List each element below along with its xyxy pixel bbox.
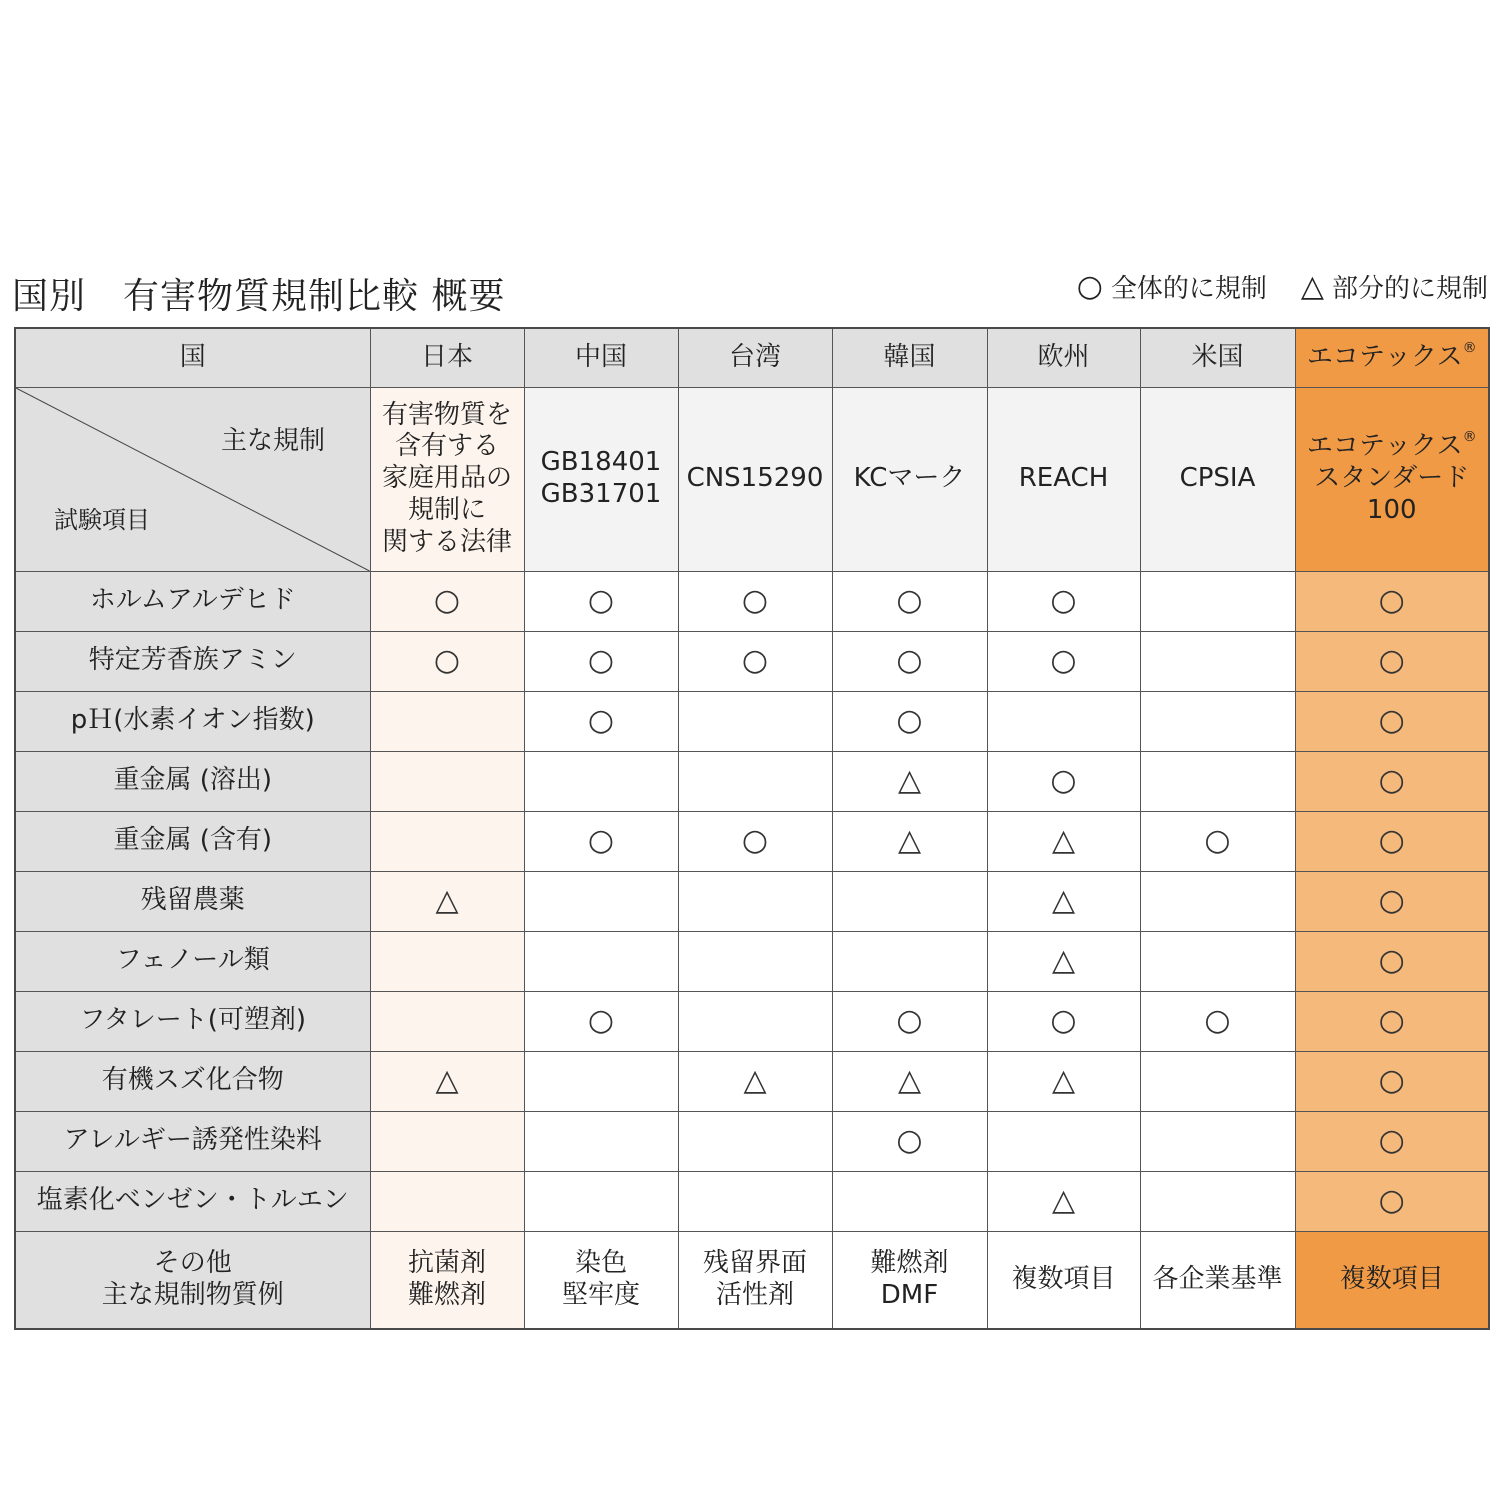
table-row bbox=[15, 1171, 1489, 1231]
circle-icon: ○ bbox=[896, 702, 923, 738]
cell-oekotex bbox=[1295, 931, 1489, 991]
cell-japan bbox=[370, 931, 524, 991]
cell-korea bbox=[832, 571, 987, 631]
cell-europe bbox=[987, 1111, 1140, 1171]
cell-korea bbox=[832, 1111, 987, 1171]
cell-japan bbox=[370, 991, 524, 1051]
cell-usa bbox=[1140, 811, 1295, 871]
cell-china bbox=[524, 571, 678, 631]
triangle-icon: △ bbox=[1051, 882, 1076, 918]
regulation-row bbox=[15, 387, 1489, 571]
table-row bbox=[15, 931, 1489, 991]
cell-taiwan bbox=[678, 991, 832, 1051]
cell-japan bbox=[370, 691, 524, 751]
cell-usa bbox=[1140, 871, 1295, 931]
triangle-icon: △ bbox=[1051, 822, 1076, 858]
table-row bbox=[15, 811, 1489, 871]
circle-icon: ○ bbox=[587, 642, 615, 678]
legend-item-partial bbox=[1301, 268, 1488, 305]
cell-taiwan bbox=[678, 1171, 832, 1231]
header-oekotex bbox=[1295, 328, 1489, 387]
circle-icon: ○ bbox=[1050, 1002, 1077, 1038]
cell-taiwan bbox=[678, 1111, 832, 1171]
test-item-label: 残留農薬 bbox=[15, 871, 370, 931]
cell-korea bbox=[832, 691, 987, 751]
table-row bbox=[15, 631, 1489, 691]
circle-icon: ○ bbox=[587, 1002, 615, 1038]
legend-label-partial: 部分的に規制 bbox=[1331, 274, 1488, 304]
cell-oekotex bbox=[1295, 811, 1489, 871]
cell-china bbox=[524, 1111, 678, 1171]
circle-icon: ○ bbox=[433, 582, 461, 618]
circle-icon: ○ bbox=[1204, 1002, 1231, 1038]
cell-europe bbox=[987, 811, 1140, 871]
cell-usa bbox=[1140, 631, 1295, 691]
cell-oekotex bbox=[1295, 691, 1489, 751]
header-corner: 国 bbox=[15, 328, 370, 387]
legend-label-full: 全体的に規制 bbox=[1110, 274, 1267, 304]
cell-usa bbox=[1140, 931, 1295, 991]
cell-korea bbox=[832, 1171, 987, 1231]
circle-icon: ○ bbox=[587, 582, 615, 618]
cell-europe bbox=[987, 871, 1140, 931]
circle-icon: ○ bbox=[1076, 269, 1103, 304]
header-row bbox=[15, 328, 1489, 387]
diagonal-top-label: 主な規制 bbox=[221, 425, 326, 456]
diagonal-line bbox=[16, 388, 370, 571]
header-taiwan: 台湾 bbox=[678, 328, 832, 387]
other-oekotex: 複数項目 bbox=[1295, 1231, 1489, 1329]
regulation-europe: REACH bbox=[987, 387, 1140, 571]
other-korea: 難燃剤 DMF bbox=[832, 1231, 987, 1329]
circle-icon: ○ bbox=[1378, 1002, 1405, 1038]
cell-china bbox=[524, 811, 678, 871]
table-row bbox=[15, 1111, 1489, 1171]
cell-china bbox=[524, 871, 678, 931]
cell-china bbox=[524, 1171, 678, 1231]
cell-oekotex bbox=[1295, 751, 1489, 811]
cell-usa bbox=[1140, 1171, 1295, 1231]
test-item-label: 塩素化ベンゼン・トルエン bbox=[15, 1171, 370, 1231]
test-item-label: 重金属 (溶出) bbox=[15, 751, 370, 811]
cell-taiwan bbox=[678, 691, 832, 751]
page-title: 国別 有害物質規制比較 概要 bbox=[12, 276, 506, 317]
table-row bbox=[15, 1051, 1489, 1111]
cell-oekotex bbox=[1295, 1111, 1489, 1171]
cell-japan bbox=[370, 1051, 524, 1111]
other-europe: 複数項目 bbox=[987, 1231, 1140, 1329]
cell-korea bbox=[832, 931, 987, 991]
triangle-icon: △ bbox=[435, 1062, 459, 1098]
circle-icon: ○ bbox=[741, 822, 769, 858]
header-europe: 欧州 bbox=[987, 328, 1140, 387]
cell-usa bbox=[1140, 1051, 1295, 1111]
triangle-icon: △ bbox=[435, 882, 459, 918]
cell-taiwan bbox=[678, 1051, 832, 1111]
cell-taiwan bbox=[678, 631, 832, 691]
regulation-comparison-table bbox=[14, 327, 1490, 1330]
cell-taiwan bbox=[678, 931, 832, 991]
cell-europe bbox=[987, 751, 1140, 811]
cell-usa bbox=[1140, 991, 1295, 1051]
cell-china bbox=[524, 1051, 678, 1111]
cell-usa bbox=[1140, 751, 1295, 811]
circle-icon: ○ bbox=[587, 822, 615, 858]
cell-europe bbox=[987, 1171, 1140, 1231]
circle-icon: ○ bbox=[1378, 882, 1405, 918]
other-china: 染色 堅牢度 bbox=[524, 1231, 678, 1329]
cell-usa bbox=[1140, 1111, 1295, 1171]
test-item-label: ホルムアルデヒド bbox=[15, 571, 370, 631]
registered-mark: ® bbox=[1462, 339, 1477, 356]
test-item-label: 重金属 (含有) bbox=[15, 811, 370, 871]
test-item-label: アレルギー誘発性染料 bbox=[15, 1111, 370, 1171]
regulation-usa: CPSIA bbox=[1140, 387, 1295, 571]
triangle-icon: △ bbox=[897, 1062, 922, 1098]
cell-korea bbox=[832, 631, 987, 691]
triangle-icon: △ bbox=[1051, 1182, 1076, 1218]
cell-europe bbox=[987, 691, 1140, 751]
legend bbox=[1077, 268, 1488, 305]
circle-icon: ○ bbox=[896, 582, 923, 618]
test-item-label: 特定芳香族アミン bbox=[15, 631, 370, 691]
regulation-oekotex-standard: スタンダード 100 bbox=[1314, 463, 1470, 525]
test-item-label: フェノール類 bbox=[15, 931, 370, 991]
circle-icon: ○ bbox=[1378, 762, 1405, 798]
circle-icon: ○ bbox=[587, 702, 615, 738]
cell-taiwan bbox=[678, 751, 832, 811]
regulation-korea: KCマーク bbox=[832, 387, 987, 571]
registered-mark: ® bbox=[1462, 429, 1477, 446]
legend-item-full bbox=[1077, 268, 1267, 305]
regulation-oekotex bbox=[1295, 387, 1489, 571]
cell-oekotex bbox=[1295, 1051, 1489, 1111]
circle-icon: ○ bbox=[1378, 942, 1405, 978]
cell-korea bbox=[832, 871, 987, 931]
circle-icon: ○ bbox=[741, 642, 769, 678]
cell-korea bbox=[832, 1051, 987, 1111]
circle-icon: ○ bbox=[1378, 822, 1405, 858]
circle-icon: ○ bbox=[433, 642, 461, 678]
cell-taiwan bbox=[678, 811, 832, 871]
cell-japan bbox=[370, 571, 524, 631]
table-row bbox=[15, 991, 1489, 1051]
cell-japan bbox=[370, 1111, 524, 1171]
cell-japan bbox=[370, 751, 524, 811]
cell-usa bbox=[1140, 691, 1295, 751]
cell-europe bbox=[987, 571, 1140, 631]
cell-japan bbox=[370, 631, 524, 691]
table-row bbox=[15, 691, 1489, 751]
regulation-taiwan: CNS15290 bbox=[678, 387, 832, 571]
cell-china bbox=[524, 751, 678, 811]
header-usa: 米国 bbox=[1140, 328, 1295, 387]
circle-icon: ○ bbox=[896, 1002, 923, 1038]
cell-china bbox=[524, 931, 678, 991]
triangle-icon: △ bbox=[1051, 1062, 1076, 1098]
test-item-label: 有機スズ化合物 bbox=[15, 1051, 370, 1111]
cell-oekotex bbox=[1295, 1171, 1489, 1231]
cell-china bbox=[524, 631, 678, 691]
triangle-icon: △ bbox=[897, 822, 922, 858]
cell-taiwan bbox=[678, 571, 832, 631]
cell-japan bbox=[370, 811, 524, 871]
circle-icon: ○ bbox=[1050, 762, 1077, 798]
regulation-japan: 有害物質を 含有する 家庭用品の 規制に 関する法律 bbox=[370, 387, 524, 571]
cell-china bbox=[524, 991, 678, 1051]
table-row bbox=[15, 871, 1489, 931]
cell-korea bbox=[832, 811, 987, 871]
cell-china bbox=[524, 691, 678, 751]
cell-korea bbox=[832, 991, 987, 1051]
diagonal-bottom-label: 試験項目 bbox=[54, 505, 150, 534]
cell-korea bbox=[832, 751, 987, 811]
table-row bbox=[15, 571, 1489, 631]
other-usa: 各企業基準 bbox=[1140, 1231, 1295, 1329]
cell-japan bbox=[370, 871, 524, 931]
cell-europe bbox=[987, 931, 1140, 991]
cell-oekotex bbox=[1295, 631, 1489, 691]
table-row bbox=[15, 751, 1489, 811]
other-substances-row bbox=[15, 1231, 1489, 1329]
test-item-label: フタレート(可塑剤) bbox=[15, 991, 370, 1051]
cell-europe bbox=[987, 631, 1140, 691]
circle-icon: ○ bbox=[1050, 582, 1077, 618]
circle-icon: ○ bbox=[1204, 822, 1231, 858]
other-taiwan: 残留界面 活性剤 bbox=[678, 1231, 832, 1329]
circle-icon: ○ bbox=[1378, 1062, 1405, 1098]
test-item-label: pＨ(水素イオン指数) bbox=[15, 691, 370, 751]
circle-icon: ○ bbox=[896, 1122, 923, 1158]
cell-usa bbox=[1140, 571, 1295, 631]
header-korea: 韓国 bbox=[832, 328, 987, 387]
circle-icon: ○ bbox=[1378, 1122, 1405, 1158]
cell-oekotex bbox=[1295, 571, 1489, 631]
triangle-icon: △ bbox=[1300, 269, 1324, 304]
cell-oekotex bbox=[1295, 991, 1489, 1051]
cell-oekotex bbox=[1295, 871, 1489, 931]
cell-taiwan bbox=[678, 871, 832, 931]
circle-icon: ○ bbox=[741, 582, 769, 618]
other-japan: 抗菌剤 難燃剤 bbox=[370, 1231, 524, 1329]
circle-icon: ○ bbox=[896, 642, 923, 678]
cell-europe bbox=[987, 991, 1140, 1051]
circle-icon: ○ bbox=[1050, 642, 1077, 678]
triangle-icon: △ bbox=[1051, 942, 1076, 978]
circle-icon: ○ bbox=[1378, 582, 1405, 618]
header-japan: 日本 bbox=[370, 328, 524, 387]
circle-icon: ○ bbox=[1378, 642, 1405, 678]
diagonal-header-cell bbox=[15, 387, 370, 571]
circle-icon: ○ bbox=[1378, 1182, 1405, 1218]
triangle-icon: △ bbox=[897, 762, 922, 798]
regulation-oekotex-name: エコテックス bbox=[1306, 431, 1463, 462]
other-substances-label: その他 主な規制物質例 bbox=[15, 1231, 370, 1329]
cell-europe bbox=[987, 1051, 1140, 1111]
header-oekotex-label: エコテックス bbox=[1306, 341, 1463, 372]
triangle-icon: △ bbox=[743, 1062, 767, 1098]
regulation-china: GB18401 GB31701 bbox=[524, 387, 678, 571]
header-china: 中国 bbox=[524, 328, 678, 387]
cell-japan bbox=[370, 1171, 524, 1231]
circle-icon: ○ bbox=[1378, 702, 1405, 738]
